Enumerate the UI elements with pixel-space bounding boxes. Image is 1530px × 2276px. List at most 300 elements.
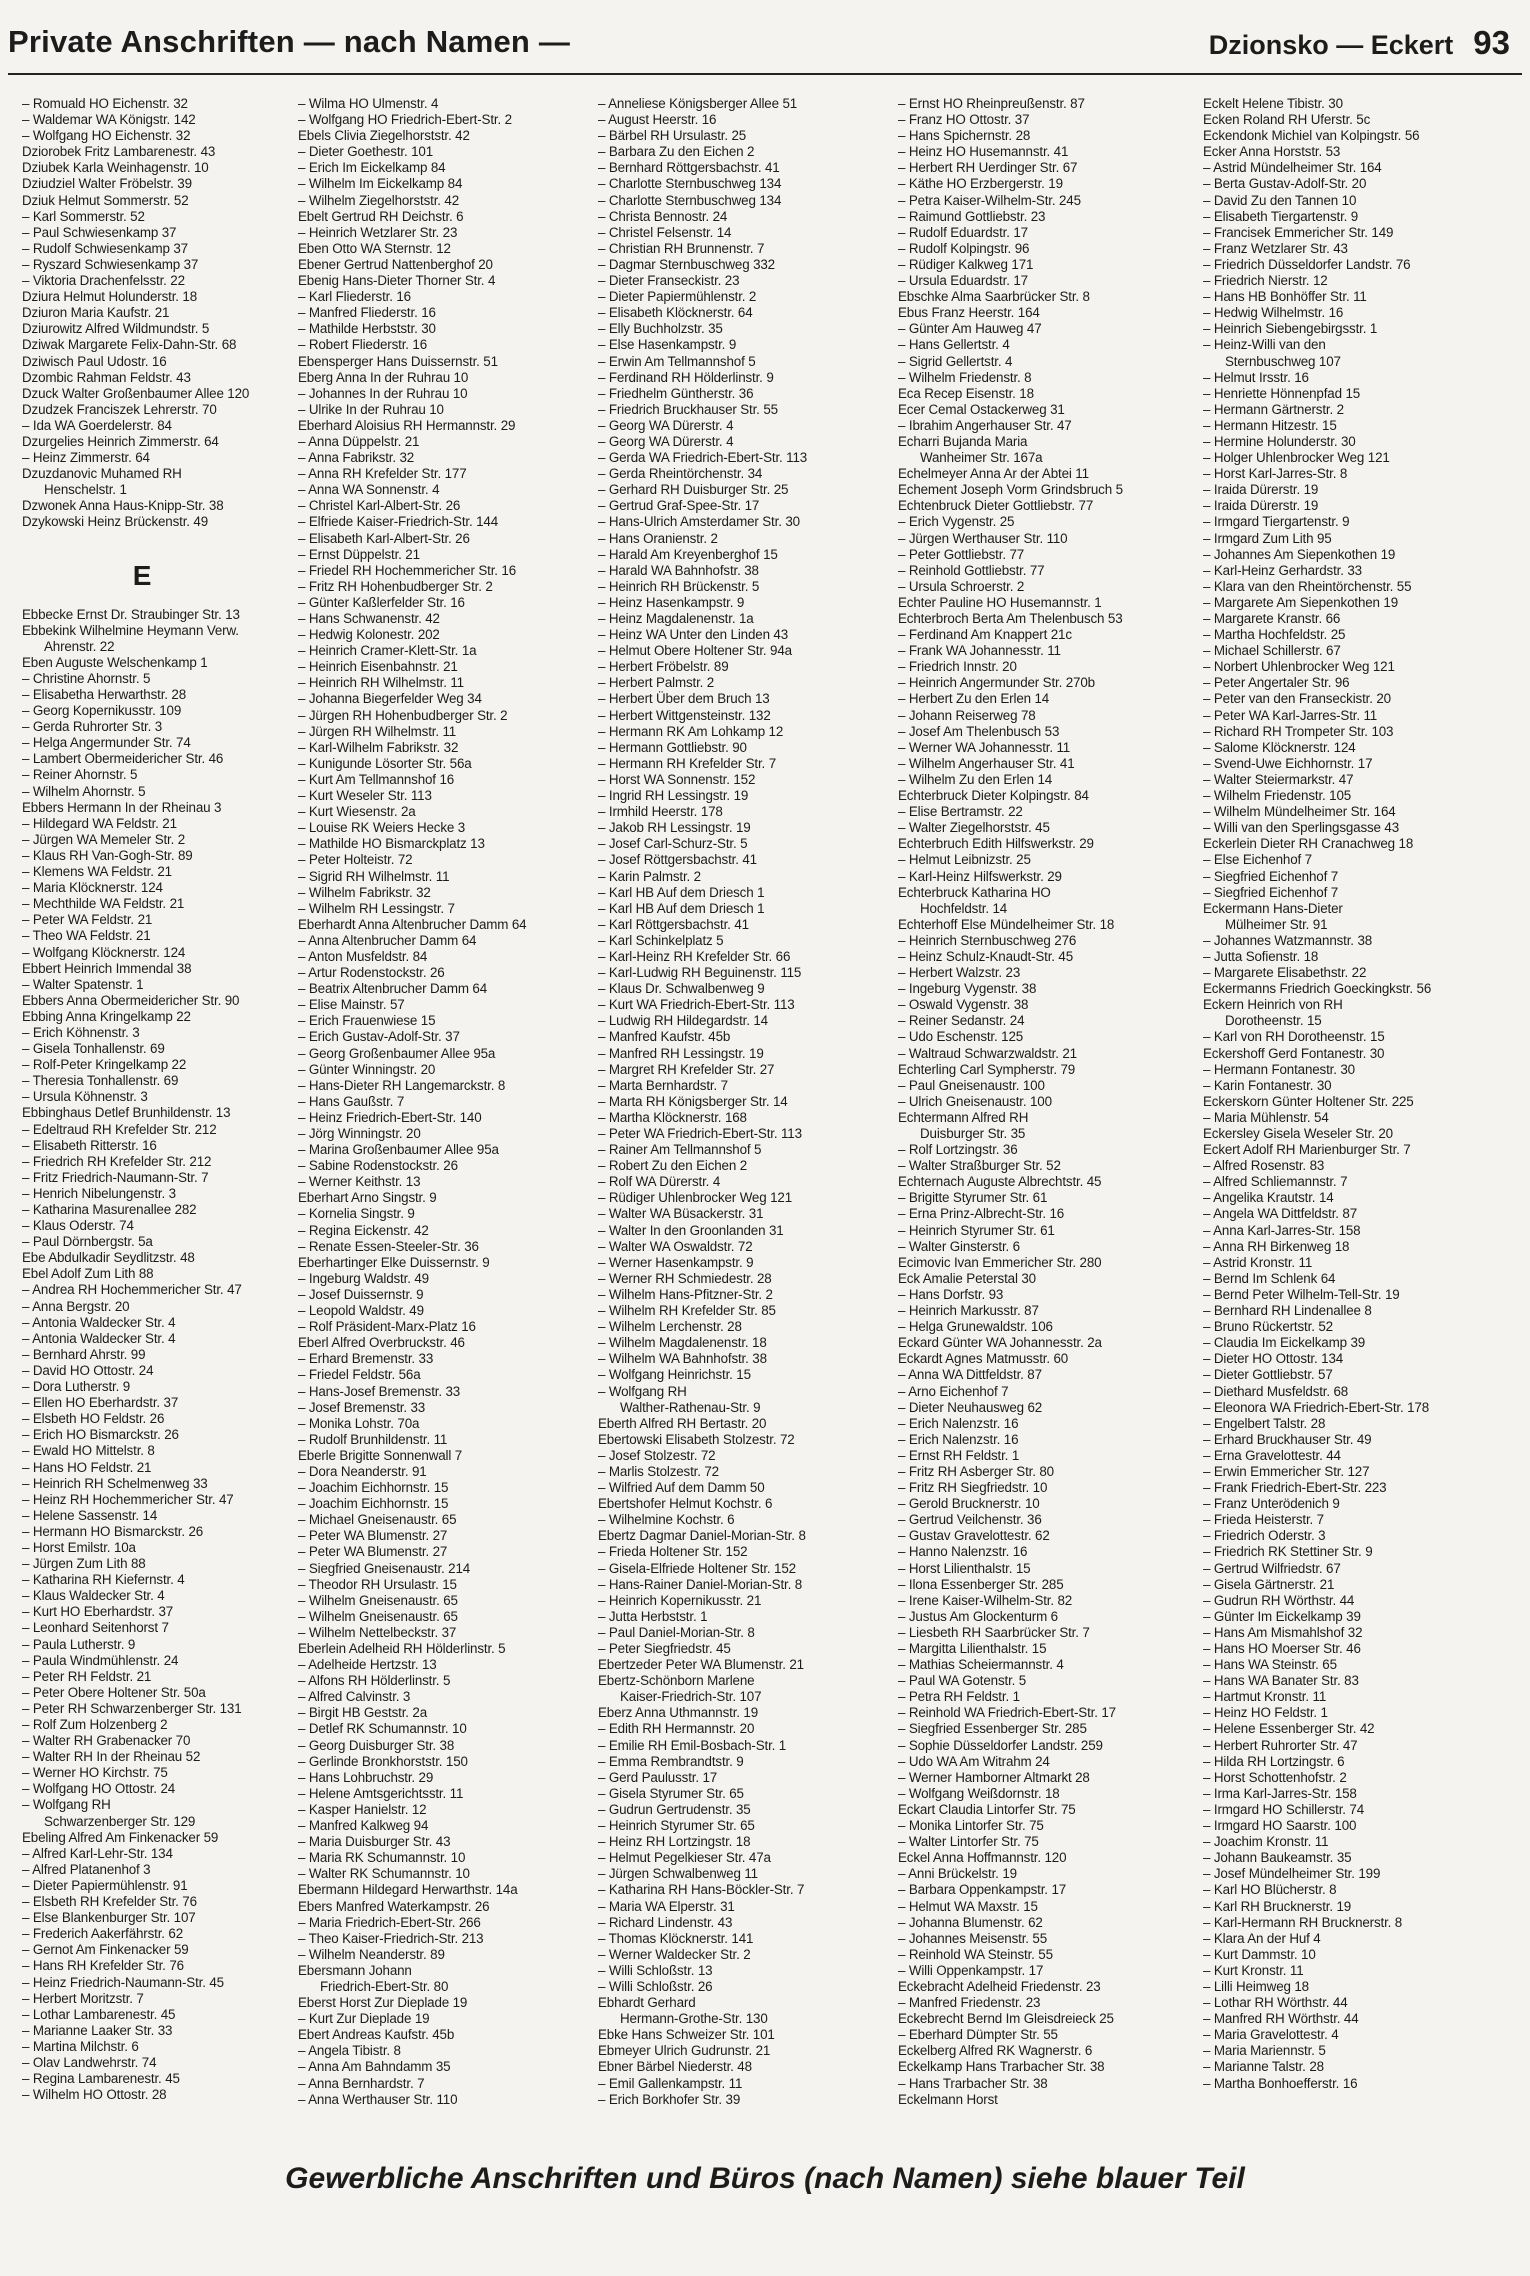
directory-entry: – Horst Lilienthalstr. 15: [898, 1560, 1031, 1576]
directory-entry: Echter Pauline HO Husemannstr. 1: [898, 594, 1102, 610]
directory-entry: – Irma Karl-Jarres-Str. 158: [1203, 1785, 1357, 1801]
directory-entry: – Richard Lindenstr. 43: [598, 1914, 733, 1930]
directory-entry: – Else Hasenkampstr. 9: [598, 337, 737, 353]
directory-entry: – Elisabeth Klöcknerstr. 64: [598, 305, 753, 321]
directory-entry: – Elise Bertramstr. 22: [898, 804, 1023, 820]
directory-entry: – Lilli Heimweg 18: [1203, 1978, 1309, 1994]
directory-entry: Dziura Helmut Holunderstr. 18: [22, 289, 198, 305]
directory-entry: – Ellen HO Eberhardstr. 37: [22, 1395, 179, 1411]
directory-entry: – Angela Tibistr. 8: [298, 2043, 401, 2059]
directory-entry: – Jutta Herbststr. 1: [598, 1608, 708, 1624]
directory-entry: Ecker Anna Horststr. 53: [1203, 144, 1341, 160]
directory-entry: – Martha Bonhoefferstr. 16: [1203, 2075, 1358, 2091]
directory-entry: – Kornelia Singstr. 9: [298, 1206, 415, 1222]
directory-entry: Eckerlein Dieter RH Cranachweg 18: [1203, 836, 1414, 852]
directory-entry: Dziwak Margarete Felix-Dahn-Str. 68: [22, 337, 237, 353]
directory-entry: – Maria Friedrich-Ebert-Str. 266: [298, 1914, 481, 1930]
directory-entry: – Erna Gravelottestr. 44: [1203, 1447, 1341, 1463]
directory-entry: – Werner Keithstr. 13: [298, 1174, 421, 1190]
directory-entry: – Jürgen RH Hohenbudberger Str. 2: [298, 707, 508, 723]
directory-entry: Dzwonek Anna Haus-Knipp-Str. 38: [22, 498, 224, 514]
directory-entry: – Helmut WA Maxstr. 15: [898, 1898, 1038, 1914]
directory-entry: – Frank WA Johannesstr. 11: [898, 643, 1061, 659]
directory-entry: – Günter Im Eickelkamp 39: [1203, 1608, 1361, 1624]
directory-entry: Eberg Anna In der Ruhrau 10: [298, 369, 469, 385]
directory-entry: – Fritz RH Asberger Str. 80: [898, 1463, 1054, 1479]
directory-entry: – Georg WA Dürerstr. 4: [598, 417, 734, 433]
directory-entry: – Wilfried Auf dem Damm 50: [598, 1480, 765, 1496]
directory-entry: – Friedrich Innstr. 20: [898, 659, 1017, 675]
directory-entry: – Friedrich Düsseldorfer Landstr. 76: [1203, 256, 1411, 272]
directory-entry: – Anna Bergstr. 20: [22, 1298, 130, 1314]
directory-entry: – Heinz Friedrich-Naumann-Str. 45: [22, 1974, 224, 1990]
directory-entry: Eben Auguste Welschenkamp 1: [22, 654, 208, 670]
directory-entry: Eckermanns Friedrich Goeckingkstr. 56: [1203, 981, 1432, 997]
directory-entry: – Kurt HO Eberhardstr. 37: [22, 1604, 174, 1620]
directory-entry: – Klaus Oderstr. 74: [22, 1218, 134, 1234]
directory-entry: Dziurowitz Alfred Wildmundstr. 5: [22, 321, 210, 337]
directory-entry: – Dora Lutherstr. 9: [22, 1379, 131, 1395]
directory-entry: – Wolfgang Weißdornstr. 18: [898, 1785, 1060, 1801]
directory-entry: – Walter Ziegelhorststr. 45: [898, 820, 1050, 836]
directory-entry: Ebener Gertrud Nattenberghof 20: [298, 256, 493, 272]
directory-entry: Ebers Manfred Waterkampstr. 26: [298, 1898, 490, 1914]
directory-entry: – Kunigunde Lösorter Str. 56a: [298, 755, 472, 771]
directory-entry: – Karl-Hermann RH Brucknerstr. 8: [1203, 1914, 1403, 1930]
directory-entry: – Dieter Franseckistr. 23: [598, 273, 740, 289]
directory-entry: Dziudziel Walter Fröbelstr. 39: [22, 176, 192, 192]
directory-entry: – Alfons RH Hölderlinstr. 5: [298, 1673, 451, 1689]
directory-entry: – Birgit HB Geststr. 2a: [298, 1705, 428, 1721]
directory-entry: – Udo WA Am Witrahm 24: [898, 1753, 1050, 1769]
directory-entry: Eckermann Hans-Dieter: [1203, 900, 1343, 916]
directory-entry: – Astrid Kronstr. 11: [1203, 1254, 1313, 1270]
directory-entry: – Margarete Elisabethstr. 22: [1203, 965, 1367, 981]
directory-entry: – Mathilde HO Bismarckplatz 13: [298, 836, 485, 852]
directory-entry: Echement Joseph Vorm Grindsbruch 5: [898, 482, 1123, 498]
directory-entry: – Wilhelmine Kochstr. 6: [598, 1512, 735, 1528]
directory-entry: – Raimund Gottliebstr. 23: [898, 208, 1046, 224]
directory-entry: – Antonia Waldecker Str. 4: [22, 1330, 176, 1346]
directory-entry: – Irmgard Zum Lith 95: [1203, 530, 1332, 546]
directory-entry: – Manfred Kalkweg 94: [298, 1818, 429, 1834]
directory-entry: – Hans Schwanenstr. 42: [298, 611, 440, 626]
directory-entry: – Heinrich Kopernikusstr. 21: [598, 1592, 762, 1608]
directory-entry: – Wilhelm RH Lessingstr. 7: [298, 900, 455, 916]
entry-continuation: Mülheimer Str. 91: [1225, 916, 1328, 932]
directory-entry: – Erich Frauenwiese 15: [298, 1013, 436, 1029]
directory-entry: – Kurt Wiesenstr. 2a: [298, 804, 416, 820]
directory-entry: Ebe Abdulkadir Seydlitzstr. 48: [22, 1250, 195, 1266]
directory-entry: – Irmhild Heerstr. 178: [598, 804, 723, 820]
directory-entry: – Hermine Holunderstr. 30: [1203, 433, 1356, 449]
directory-entry: – Wilhelm Angerhauser Str. 41: [898, 755, 1075, 771]
directory-entry: – Heinz HO Feldstr. 1: [1203, 1705, 1328, 1721]
directory-entry: – Peter Obere Holtener Str. 50a: [22, 1684, 206, 1700]
directory-entry: Dziorobek Fritz Lambarenestr. 43: [22, 144, 216, 160]
directory-entry: – Christa Bennostr. 24: [598, 208, 728, 224]
directory-entry: Ebschke Alma Saarbrücker Str. 8: [898, 289, 1090, 305]
directory-entry: – Ursula Schroerstr. 2: [898, 578, 1025, 594]
directory-entry: – Edeltraud RH Krefelder Str. 212: [22, 1121, 217, 1137]
entry-continuation: Kaiser-Friedrich-Str. 107: [620, 1689, 762, 1705]
directory-entry: – Christel Karl-Albert-Str. 26: [298, 498, 461, 514]
directory-entry: Eckelt Helene Tibistr. 30: [1203, 96, 1343, 111]
directory-entry: – Helene Sassenstr. 14: [22, 1507, 158, 1523]
directory-entry: – Arno Eichenhof 7: [898, 1383, 1009, 1399]
page-title: Private Anschriften — nach Namen —: [8, 24, 571, 59]
directory-entry: – Anna RH Krefelder Str. 177: [298, 466, 467, 482]
directory-entry: – Werner RH Schmiedestr. 28: [598, 1270, 772, 1286]
directory-entry: – Elisabeth Tiergartenstr. 9: [1203, 208, 1359, 224]
directory-entry: – Heinrich RH Schelmenweg 33: [22, 1475, 208, 1491]
directory-entry: – Ferdinand Am Knappert 21c: [898, 627, 1072, 643]
directory-entry: Eckershoff Gerd Fontanestr. 30: [1203, 1045, 1385, 1061]
directory-entry: – Alfred Rosenstr. 83: [1203, 1158, 1325, 1174]
directory-entry: – Hans-Rainer Daniel-Morian-Str. 8: [598, 1576, 803, 1592]
directory-entry: – Peter Gottliebstr. 77: [898, 546, 1025, 562]
directory-entry: – Udo Eschenstr. 125: [898, 1029, 1024, 1045]
directory-entry: Ebenig Hans-Dieter Thorner Str. 4: [298, 273, 496, 289]
directory-entry: – Reiner Ahornstr. 5: [22, 767, 138, 783]
directory-entry: – Dieter Gottliebstr. 57: [1203, 1367, 1333, 1383]
directory-entry: – Wolfgang HO Ottostr. 24: [22, 1781, 176, 1797]
directory-entry: – Wilhelm Ziegelhorststr. 42: [298, 192, 460, 208]
directory-entry: Eberz Anna Uthmannstr. 19: [598, 1705, 759, 1721]
directory-entry: – Horst Emilstr. 10a: [22, 1539, 136, 1555]
directory-entry: – Petra RH Feldstr. 1: [898, 1689, 1020, 1705]
directory-entry: – Frieda Holtener Str. 152: [598, 1544, 748, 1560]
directory-entry: – Ludwig RH Hildegardstr. 14: [598, 1013, 768, 1029]
directory-entry: – Werner Waldecker Str. 2: [598, 1946, 751, 1962]
directory-entry: – Rudolf Brunhildenstr. 11: [298, 1431, 448, 1447]
directory-entry: Ebels Clivia Ziegelhorststr. 42: [298, 128, 470, 144]
directory-entry: – Paul Schwiesenkamp 37: [22, 224, 177, 240]
directory-entry: – Claudia Im Eickelkamp 39: [1203, 1335, 1366, 1351]
directory-entry: Dzurgelies Heinrich Zimmerstr. 64: [22, 433, 219, 449]
directory-entry: – Günter Am Hauweg 47: [898, 321, 1042, 337]
directory-entry: Dzuck Walter Großenbaumer Allee 120: [22, 385, 250, 401]
directory-entry: – Iraida Dürerstr. 19: [1203, 482, 1319, 498]
directory-entry: – Wilhelm HO Ottostr. 28: [22, 2087, 167, 2103]
directory-entry: Eckern Heinrich von RH: [1203, 997, 1343, 1013]
directory-entry: – Klaus Waldecker Str. 4: [22, 1588, 165, 1604]
directory-entry: – Wilhelm Magdalenenstr. 18: [598, 1335, 767, 1351]
entry-continuation: Sternbuschweg 107: [1225, 353, 1341, 369]
directory-entry: – Charlotte Sternbuschweg 134: [598, 176, 782, 192]
directory-entry: – Herbert Über dem Bruch 13: [598, 691, 770, 707]
directory-entry: Eckelberg Alfred RK Wagnerstr. 6: [898, 2043, 1093, 2059]
directory-entry: – Anna Bernhardstr. 7: [298, 2075, 425, 2091]
directory-entry: Ecimovic Ivan Emmericher Str. 280: [898, 1254, 1102, 1270]
directory-entry: – Jutta Sofienstr. 18: [1203, 948, 1319, 964]
directory-entry: – Paul WA Gotenstr. 5: [898, 1673, 1027, 1689]
directory-entry: – Gerda WA Friedrich-Ebert-Str. 113: [598, 450, 808, 466]
directory-entry: – Gisela Tonhallenstr. 69: [22, 1041, 165, 1057]
directory-entry: – Paul Dörnbergstr. 5a: [22, 1234, 153, 1250]
directory-entry: – Margarete Am Siepenkothen 19: [1203, 594, 1398, 610]
directory-entry: – Dieter Neuhausweg 62: [898, 1399, 1043, 1415]
directory-entry: – Detlef RK Schumannstr. 10: [298, 1721, 467, 1737]
directory-entry: – Emilie RH Emil-Bosbach-Str. 1: [598, 1737, 787, 1753]
directory-entry: – Michael Gneisenaustr. 65: [298, 1512, 457, 1528]
directory-entry: – Jürgen WA Memeler Str. 2: [22, 831, 186, 847]
directory-entry: – Johann Baukeamstr. 35: [1203, 1850, 1352, 1866]
directory-entry: – Peter Siegfriedstr. 45: [598, 1641, 731, 1656]
directory-entry: – Horst Karl-Jarres-Str. 8: [1203, 466, 1348, 482]
directory-entry: – Katharina RH Kiefernstr. 4: [22, 1572, 185, 1588]
directory-entry: – Hermann HO Bismarckstr. 26: [22, 1523, 204, 1539]
directory-entry: – Rainer Am Tellmannshof 5: [598, 1142, 762, 1158]
directory-entry: – Manfred RH Wörthstr. 44: [1203, 2011, 1359, 2027]
directory-entry: – Martha Hochfeldstr. 25: [1203, 627, 1346, 643]
directory-entry: – Josef Carl-Schurz-Str. 5: [598, 836, 748, 852]
directory-entry: – Gertrud Graf-Spee-Str. 17: [598, 498, 760, 514]
directory-entry: – Waltraud Schwarzwaldstr. 21: [898, 1045, 1077, 1061]
directory-entry: – Willi Schloßstr. 26: [598, 1978, 713, 1994]
directory-entry: – Romuald HO Eichenstr. 32: [22, 96, 188, 111]
directory-entry: – Andrea RH Hochemmericher Str. 47: [22, 1282, 242, 1298]
directory-entry: – Karl HB Auf dem Driesch 1: [598, 884, 765, 900]
directory-entry: Eberhardt Anna Altenbrucher Damm 64: [298, 916, 527, 932]
directory-entry: – Willi Schloßstr. 13: [598, 1962, 713, 1978]
directory-entry: – Herbert Palmstr. 2: [598, 675, 715, 691]
directory-entry: Eben Otto WA Sternstr. 12: [298, 240, 451, 256]
directory-entry: Ebertshofer Helmut Kochstr. 6: [598, 1496, 773, 1512]
directory-entry: – Johannes Am Siepenkothen 19: [1203, 546, 1396, 562]
directory-entry: – Robert Fliederstr. 16: [298, 337, 428, 353]
directory-entry: – Siegfried Eichenhof 7: [1203, 868, 1339, 884]
directory-entry: Eckelkamp Hans Trarbacher Str. 38: [898, 2059, 1105, 2075]
directory-entry: – Heinz Schulz-Knaudt-Str. 45: [898, 948, 1074, 964]
directory-entry: – Klemens WA Feldstr. 21: [22, 864, 172, 880]
directory-entry: – Ulrike In der Ruhrau 10: [298, 401, 444, 417]
directory-entry: – Peter Angertaler Str. 96: [1203, 675, 1350, 691]
directory-entry: – Josef Röttgersbachstr. 41: [598, 852, 757, 868]
directory-entry: – Katharina RH Hans-Böckler-Str. 7: [598, 1882, 805, 1898]
directory-entry: – Heinz WA Unter den Linden 43: [598, 627, 789, 643]
directory-entry: – Anni Brückelstr. 19: [898, 1866, 1017, 1882]
directory-entry: – Viktoria Drachenfelsstr. 22: [22, 273, 185, 289]
directory-entry: – Svend-Uwe Eichhornstr. 17: [1203, 755, 1373, 771]
directory-entry: – Anna RH Birkenweg 18: [1203, 1238, 1350, 1254]
directory-entry: – Bärbel RH Ursulastr. 25: [598, 128, 747, 144]
directory-column-1: [22, 96, 312, 2103]
directory-entry: – Alfred Calvinstr. 3: [298, 1689, 411, 1705]
directory-entry: Dziwisch Paul Udostr. 16: [22, 353, 167, 369]
directory-entry: – Wilhelm Friedenstr. 8: [898, 369, 1032, 385]
directory-entry: – Johanna Blumenstr. 62: [898, 1914, 1043, 1930]
directory-entry: – Rolf Präsident-Marx-Platz 16: [298, 1319, 476, 1335]
directory-entry: Dzuzdanovic Muhamed RH: [22, 466, 182, 482]
directory-entry: – Bernhard RH Lindenallee 8: [1203, 1303, 1372, 1319]
directory-entry: Echtenbruck Dieter Gottliebstr. 77: [898, 498, 1094, 514]
directory-entry: – Regina Lambarenestr. 45: [22, 2071, 180, 2087]
directory-entry: – Ulrich Gneisenaustr. 100: [898, 1093, 1052, 1109]
directory-entry: – Henrich Nibelungenstr. 3: [22, 1185, 176, 1201]
directory-entry: – Reiner Sedanstr. 24: [898, 1013, 1025, 1029]
directory-entry: – Peter RH Schwarzenberger Str. 131: [22, 1700, 242, 1716]
directory-entry: – Marianne Talstr. 28: [1203, 2059, 1324, 2075]
directory-entry: – Christian RH Brunnenstr. 7: [598, 240, 765, 256]
directory-entry: – Friedhelm Güntherstr. 36: [598, 385, 754, 401]
directory-entry: – August Heerstr. 16: [598, 112, 717, 128]
directory-entry: – Rolf Lortzingstr. 36: [898, 1142, 1018, 1158]
directory-entry: – Eleonora WA Friedrich-Ebert-Str. 178: [1203, 1399, 1430, 1415]
directory-entry: – Wolfgang Klöcknerstr. 124: [22, 944, 186, 960]
directory-entry: – David Zu den Tannen 10: [1203, 192, 1357, 208]
directory-entry: – Wilhelm Mündelheimer Str. 164: [1203, 804, 1396, 820]
directory-entry: – Hermann RH Krefelder Str. 7: [598, 755, 776, 771]
directory-entry: – Erich Nalenzstr. 16: [898, 1415, 1019, 1431]
directory-entry: Ebersmann Johann: [298, 1962, 412, 1978]
directory-entry: – Klaus RH Van-Gogh-Str. 89: [22, 847, 193, 863]
directory-entry: – Elisabeth Ritterstr. 16: [22, 1137, 157, 1153]
directory-entry: – Josef Bremenstr. 33: [298, 1399, 426, 1415]
directory-entry: – David HO Ottostr. 24: [22, 1362, 154, 1378]
directory-entry: – Karl-Heinz RH Krefelder Str. 66: [598, 948, 791, 964]
directory-entry: – Hans HO Feldstr. 21: [22, 1459, 152, 1475]
directory-entry: – Wilhelm Lerchenstr. 28: [598, 1319, 742, 1335]
directory-entry: – Friedrich Oderstr. 3: [1203, 1528, 1326, 1544]
directory-entry: – Helmut Irsstr. 16: [1203, 369, 1309, 385]
directory-entry: – Peter WA Feldstr. 21: [22, 912, 153, 928]
directory-entry: – Peter WA Blumenstr. 27: [298, 1544, 448, 1560]
directory-entry: – Paula Windmühlenstr. 24: [22, 1652, 179, 1668]
entry-continuation: Dorotheenstr. 15: [1225, 1013, 1322, 1029]
directory-entry: Ebus Franz Heerstr. 164: [898, 305, 1040, 321]
directory-entry: Eckersley Gisela Weseler Str. 20: [1203, 1126, 1393, 1141]
directory-entry: – Walter WA Oswaldstr. 72: [598, 1238, 753, 1254]
directory-entry: Echternach Auguste Albrechtstr. 45: [898, 1174, 1102, 1190]
directory-entry: – Georg Duisburger Str. 38: [298, 1737, 455, 1753]
directory-entry: – Alfred Karl-Lehr-Str. 134: [22, 1845, 173, 1861]
directory-entry: – Walter Lintorfer Str. 75: [898, 1834, 1039, 1850]
directory-entry: Echterbruch Edith Hilfswerkstr. 29: [898, 836, 1094, 852]
directory-entry: – Karl Schinkelplatz 5: [598, 932, 724, 948]
directory-entry: – Dieter HO Ottostr. 134: [1203, 1351, 1344, 1367]
directory-entry: – Kurt Zur Dieplade 19: [298, 2011, 430, 2027]
footer-note: Gewerbliche Anschriften und Büros (nach Namen) siehe blauer Teil: [285, 2162, 1245, 2195]
directory-entry: – Frieda Heisterstr. 7: [1203, 1512, 1324, 1528]
directory-entry: – Herbert Ruhrorter Str. 47: [1203, 1737, 1358, 1753]
directory-entry: – Gudrun RH Wörthstr. 44: [1203, 1592, 1355, 1608]
directory-entry: – Margitta Lilienthalstr. 15: [898, 1641, 1047, 1656]
directory-entry: – Hans HB Bonhöffer Str. 11: [1203, 289, 1367, 305]
directory-entry: – Peter WA Blumenstr. 27: [298, 1528, 448, 1544]
directory-entry: – Dieter Goethestr. 101: [298, 144, 434, 160]
directory-entry: Dziubek Karla Weinhagenstr. 10: [22, 160, 209, 176]
directory-entry: Dzykowski Heinz Brückenstr. 49: [22, 514, 209, 530]
directory-entry: – Karl RH Brucknerstr. 19: [1203, 1898, 1352, 1914]
directory-entry: – Heinz Magdalenenstr. 1a: [598, 611, 754, 626]
directory-entry: – Hans Gellertstr. 4: [898, 337, 1010, 353]
directory-entry: – Wilhelm WA Bahnhofstr. 38: [598, 1351, 767, 1367]
directory-entry: – Hans Trarbacher Str. 38: [898, 2075, 1048, 2091]
directory-entry: – Heinrich Markusstr. 87: [898, 1303, 1039, 1319]
directory-entry: – Peter WA Karl-Jarres-Str. 11: [1203, 707, 1378, 723]
directory-entry: – Helmut Pegelkieser Str. 47a: [598, 1850, 771, 1866]
directory-entry: – Ferdinand RH Hölderlinstr. 9: [598, 369, 774, 385]
directory-entry: – Siegfried Essenberger Str. 285: [898, 1721, 1087, 1737]
directory-entry: – Leonhard Seitenhorst 7: [22, 1620, 169, 1636]
directory-entry: – Wolfgang RH: [598, 1383, 687, 1399]
directory-entry: – Hermann Gottliebstr. 90: [598, 739, 747, 755]
directory-entry: – Barbara Oppenkampstr. 17: [898, 1882, 1067, 1898]
directory-entry: – Maria RK Schumannstr. 10: [298, 1850, 466, 1866]
directory-entry: – Dagmar Sternbuschweg 332: [598, 256, 775, 272]
directory-entry: – Elfriede Kaiser-Friedrich-Str. 144: [298, 514, 499, 530]
entry-continuation: Ahrenstr. 22: [44, 638, 115, 654]
directory-entry: Ebbing Anna Kringelkamp 22: [22, 1008, 191, 1024]
directory-entry: Ecken Roland RH Uferstr. 5c: [1203, 112, 1371, 128]
directory-entry: – Ingeburg Vygenstr. 38: [898, 981, 1037, 997]
directory-entry: – Franz HO Ottostr. 37: [898, 112, 1030, 128]
directory-entry: – Anna Werthauser Str. 110: [298, 2091, 458, 2107]
directory-column-4: [898, 96, 1188, 2108]
directory-entry: – Erwin Am Tellmannshof 5: [598, 353, 756, 369]
directory-entry: – Horst WA Sonnenstr. 152: [598, 771, 756, 787]
directory-entry: Eckard Günter WA Johannesstr. 2a: [898, 1335, 1102, 1351]
directory-entry: Eberhard Aloisius RH Hermannstr. 29: [298, 417, 516, 433]
directory-entry: – Karl-Ludwig RH Beguinenstr. 115: [598, 965, 802, 981]
directory-entry: – Monika Lohstr. 70a: [298, 1415, 420, 1431]
directory-entry: – Wilhelm Neanderstr. 89: [298, 1946, 445, 1962]
directory-entry: – Iraida Dürerstr. 19: [1203, 498, 1319, 514]
directory-entry: – Willi van den Sperlingsgasse 43: [1203, 820, 1400, 836]
directory-entry: – Hans Oranienstr. 2: [598, 530, 718, 546]
directory-entry: – Barbara Zu den Eichen 2: [598, 144, 755, 160]
directory-entry: – Marta RH Königsberger Str. 14: [598, 1093, 788, 1109]
directory-entry: – Hans-Ulrich Amsterdamer Str. 30: [598, 514, 800, 530]
directory-entry: – Elly Buchholzstr. 35: [598, 321, 723, 337]
directory-entry: – Werner Hasenkampstr. 9: [598, 1254, 754, 1270]
directory-entry: – Ingeburg Waldstr. 49: [298, 1270, 429, 1286]
directory-entry: – Kurt Am Tellmannshof 16: [298, 771, 455, 787]
directory-entry: – Justus Am Glockenturm 6: [898, 1608, 1058, 1624]
directory-entry: – Helene Essenberger Str. 42: [1203, 1721, 1375, 1737]
directory-entry: – Horst Schottenhofstr. 2: [1203, 1769, 1347, 1785]
directory-entry: – Heinrich Angermunder Str. 270b: [898, 675, 1095, 691]
directory-entry: – Francisek Emmericher Str. 149: [1203, 224, 1394, 240]
directory-entry: – Peter WA Friedrich-Ebert-Str. 113: [598, 1126, 802, 1141]
directory-entry: – Johannes Meisenstr. 55: [898, 1930, 1047, 1946]
directory-entry: – Oswald Vygenstr. 38: [898, 997, 1029, 1013]
directory-entry: – Siegfried Eichenhof 7: [1203, 884, 1339, 900]
directory-entry: – Erwin Emmericher Str. 127: [1203, 1463, 1370, 1479]
directory-entry: – Helene Amtsgerichtsstr. 11: [298, 1785, 464, 1801]
directory-entry: – Walter Spatenstr. 1: [22, 976, 144, 992]
directory-entry: – Peter van den Franseckistr. 20: [1203, 691, 1391, 707]
directory-entry: – Klara An der Huf 4: [1203, 1930, 1321, 1946]
directory-entry: – Sophie Düsseldorfer Landstr. 259: [898, 1737, 1103, 1753]
section-letter: E: [132, 559, 152, 591]
directory-entry: – Hermann Hitzestr. 15: [1203, 417, 1337, 433]
directory-entry: – Adelheide Hertzstr. 13: [298, 1657, 437, 1673]
directory-entry: – Walter Ginsterstr. 6: [898, 1238, 1020, 1254]
directory-entry: – Bernhard Ahrstr. 99: [22, 1346, 146, 1362]
directory-entry: Eberl Alfred Overbruckstr. 46: [298, 1335, 465, 1351]
directory-entry: Echterbroch Berta Am Thelenbusch 53: [898, 611, 1123, 626]
directory-entry: – Bruno Rückertstr. 52: [1203, 1319, 1333, 1335]
directory-entry: – Olav Landwehrstr. 74: [22, 2054, 157, 2070]
directory-entry: Echarri Bujanda Maria: [898, 433, 1028, 449]
directory-entry: – Friedel RH Hochemmericher Str. 16: [298, 562, 517, 578]
directory-entry: – Anna Am Bahndamm 35: [298, 2059, 451, 2075]
directory-entry: – Siegfried Gneisenaustr. 214: [298, 1560, 471, 1576]
directory-entry: – Paula Lutherstr. 9: [22, 1636, 136, 1652]
directory-entry: Ebbers Anna Obermeidericher Str. 90: [22, 992, 240, 1008]
